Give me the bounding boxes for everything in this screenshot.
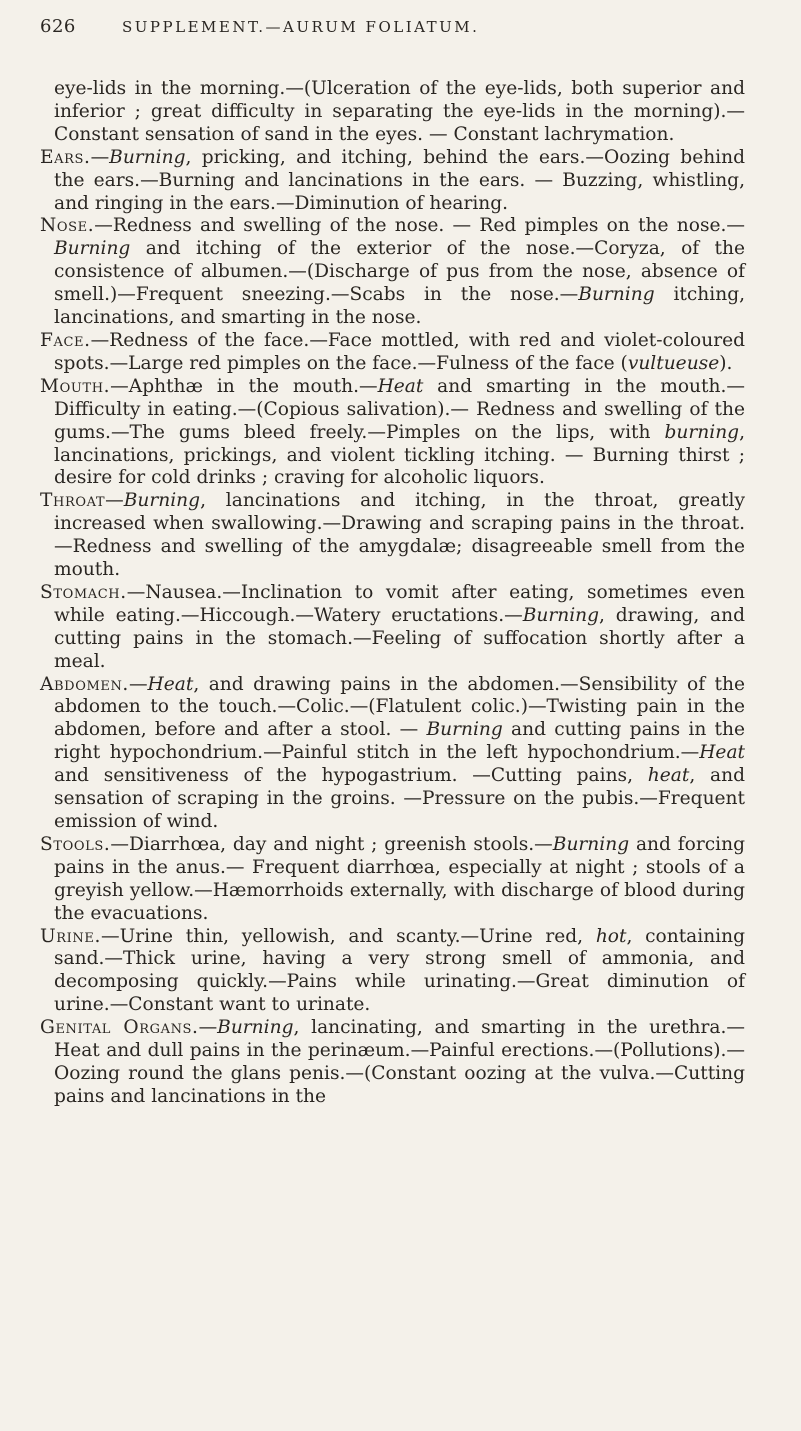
- section-heading: Face.: [40, 329, 91, 351]
- paragraph: [40, 330, 745, 376]
- paragraph-text: —Burning, pricking, and itching, behind the ears.—Oozing behind the ears.—Burning and lancinations in the ears. — Buzzing, whistling, and ringing in the ears.—Diminution of hearing.: [54, 146, 745, 214]
- section-heading: Mouth.: [40, 375, 111, 397]
- paragraph: [40, 834, 745, 926]
- paragraph-text: —Heat, and drawing pains in the abdomen.—Sensibility of the abdomen to the touch.—Colic.—(Flatulent colic.)—Twisting pain in the abdomen, before and after a stool. — Burning and cutting pains in the right hypochondrium.—Painful stitch in the left hypochondrium.—Heat and sensitiveness of the hypogastrium. —Cutting pains, heat, and sensation of scraping in the groins. —Pressure on the pubis.—Frequent emission of wind.: [54, 673, 745, 832]
- paragraph: [40, 147, 745, 216]
- section-heading: Throat: [40, 490, 106, 512]
- section-heading: Stomach.: [40, 581, 127, 603]
- paragraph-text: —Aphthæ in the mouth.—Heat and smarting in the mouth.—Difficulty in eating.—(Copious salivation).— Redness and swelling of the gums.—The gums bleed freely.—Pimples on the lips, with burning, lancinations, prickings, and violent tickling itching. — Burning thirst ; desire for cold drinks ; craving for alcoholic liquors.: [54, 375, 745, 489]
- section-heading: Ears.: [40, 146, 91, 168]
- paragraph-text: —Burning, lancinating, and smarting in the urethra.—Heat and dull pains in the perinæum.—Painful erections.—(Pollutions).—Oozing round the glans penis.—(Constant oozing at the vulva.—Cutting pains and lancinations in the: [54, 1017, 745, 1107]
- paragraph-text: eye-lids in the morning.—(Ulceration of the eye-lids, both superior and inferior ; great difficulty in separating the eye-lids in the morning).—Constant sensation of sand in the eyes. — Constant lachrymation.: [54, 78, 745, 145]
- page-number: 626: [40, 16, 76, 37]
- paragraph: [40, 582, 745, 674]
- paragraph-text: —Burning, lancinations and itching, in the throat, greatly increased when swallowing.—Drawing and scraping pains in the throat.—Redness and swelling of the amygdalæ; disagreeable smell from the mouth.: [54, 490, 745, 581]
- paragraph-text: —Urine thin, yellowish, and scanty.—Urine red, hot, containing sand.—Thick urine, having a very strong smell of ammonia, and decomposing quickly.—Pains while urinating.—Great diminution of urine.—Constant want to urinate.: [54, 925, 745, 1016]
- section-heading: Abdomen.: [40, 673, 129, 695]
- paragraph: [40, 490, 745, 582]
- paragraph-text: —Redness and swelling of the nose. — Red pimples on the nose.—Burning and itching of the exterior of the nose.—Coryza, of the consistence of albumen.—(Discharge of pus from the nose, absence of smell.)—Frequent sneezing.—Scabs in the nose.—Burning itching, lancinations, and smarting in the nose.: [54, 215, 746, 329]
- paragraph-text: —Redness of the face.—Face mottled, with red and violet-coloured spots.—Large red pimples on the face.—Fulness of the face (vultueuse).: [54, 329, 745, 374]
- running-title: SUPPLEMENT.—AURUM FOLIATUM.: [122, 18, 480, 36]
- section-heading: Urine.: [40, 925, 101, 947]
- section-heading: Stools.: [40, 833, 111, 855]
- paragraph: [40, 674, 745, 834]
- running-head: [40, 16, 745, 56]
- paragraph: [40, 926, 745, 1018]
- section-heading: Genital Organs.: [40, 1017, 199, 1039]
- paragraph: [40, 78, 745, 147]
- paragraph: [40, 215, 745, 330]
- paragraph: [40, 1017, 745, 1109]
- section-heading: Nose.: [40, 215, 95, 237]
- paragraph-text: —Nausea.—Inclination to vomit after eating, sometimes even while eating.—Hiccough.—Watery eructations.—Burning, drawing, and cutting pains in the stomach.—Feeling of suffocation shortly after a meal.: [54, 581, 745, 672]
- page-body: [40, 78, 745, 1109]
- paragraph-text: —Diarrhœa, day and night ; greenish stools.—Burning and forcing pains in the anus.— Frequent diarrhœa, especially at night ; stools of a greyish yellow.—Hæmorrhoids externally, with discharge of blood during the evacuations.: [54, 833, 745, 924]
- paragraph: [40, 376, 745, 491]
